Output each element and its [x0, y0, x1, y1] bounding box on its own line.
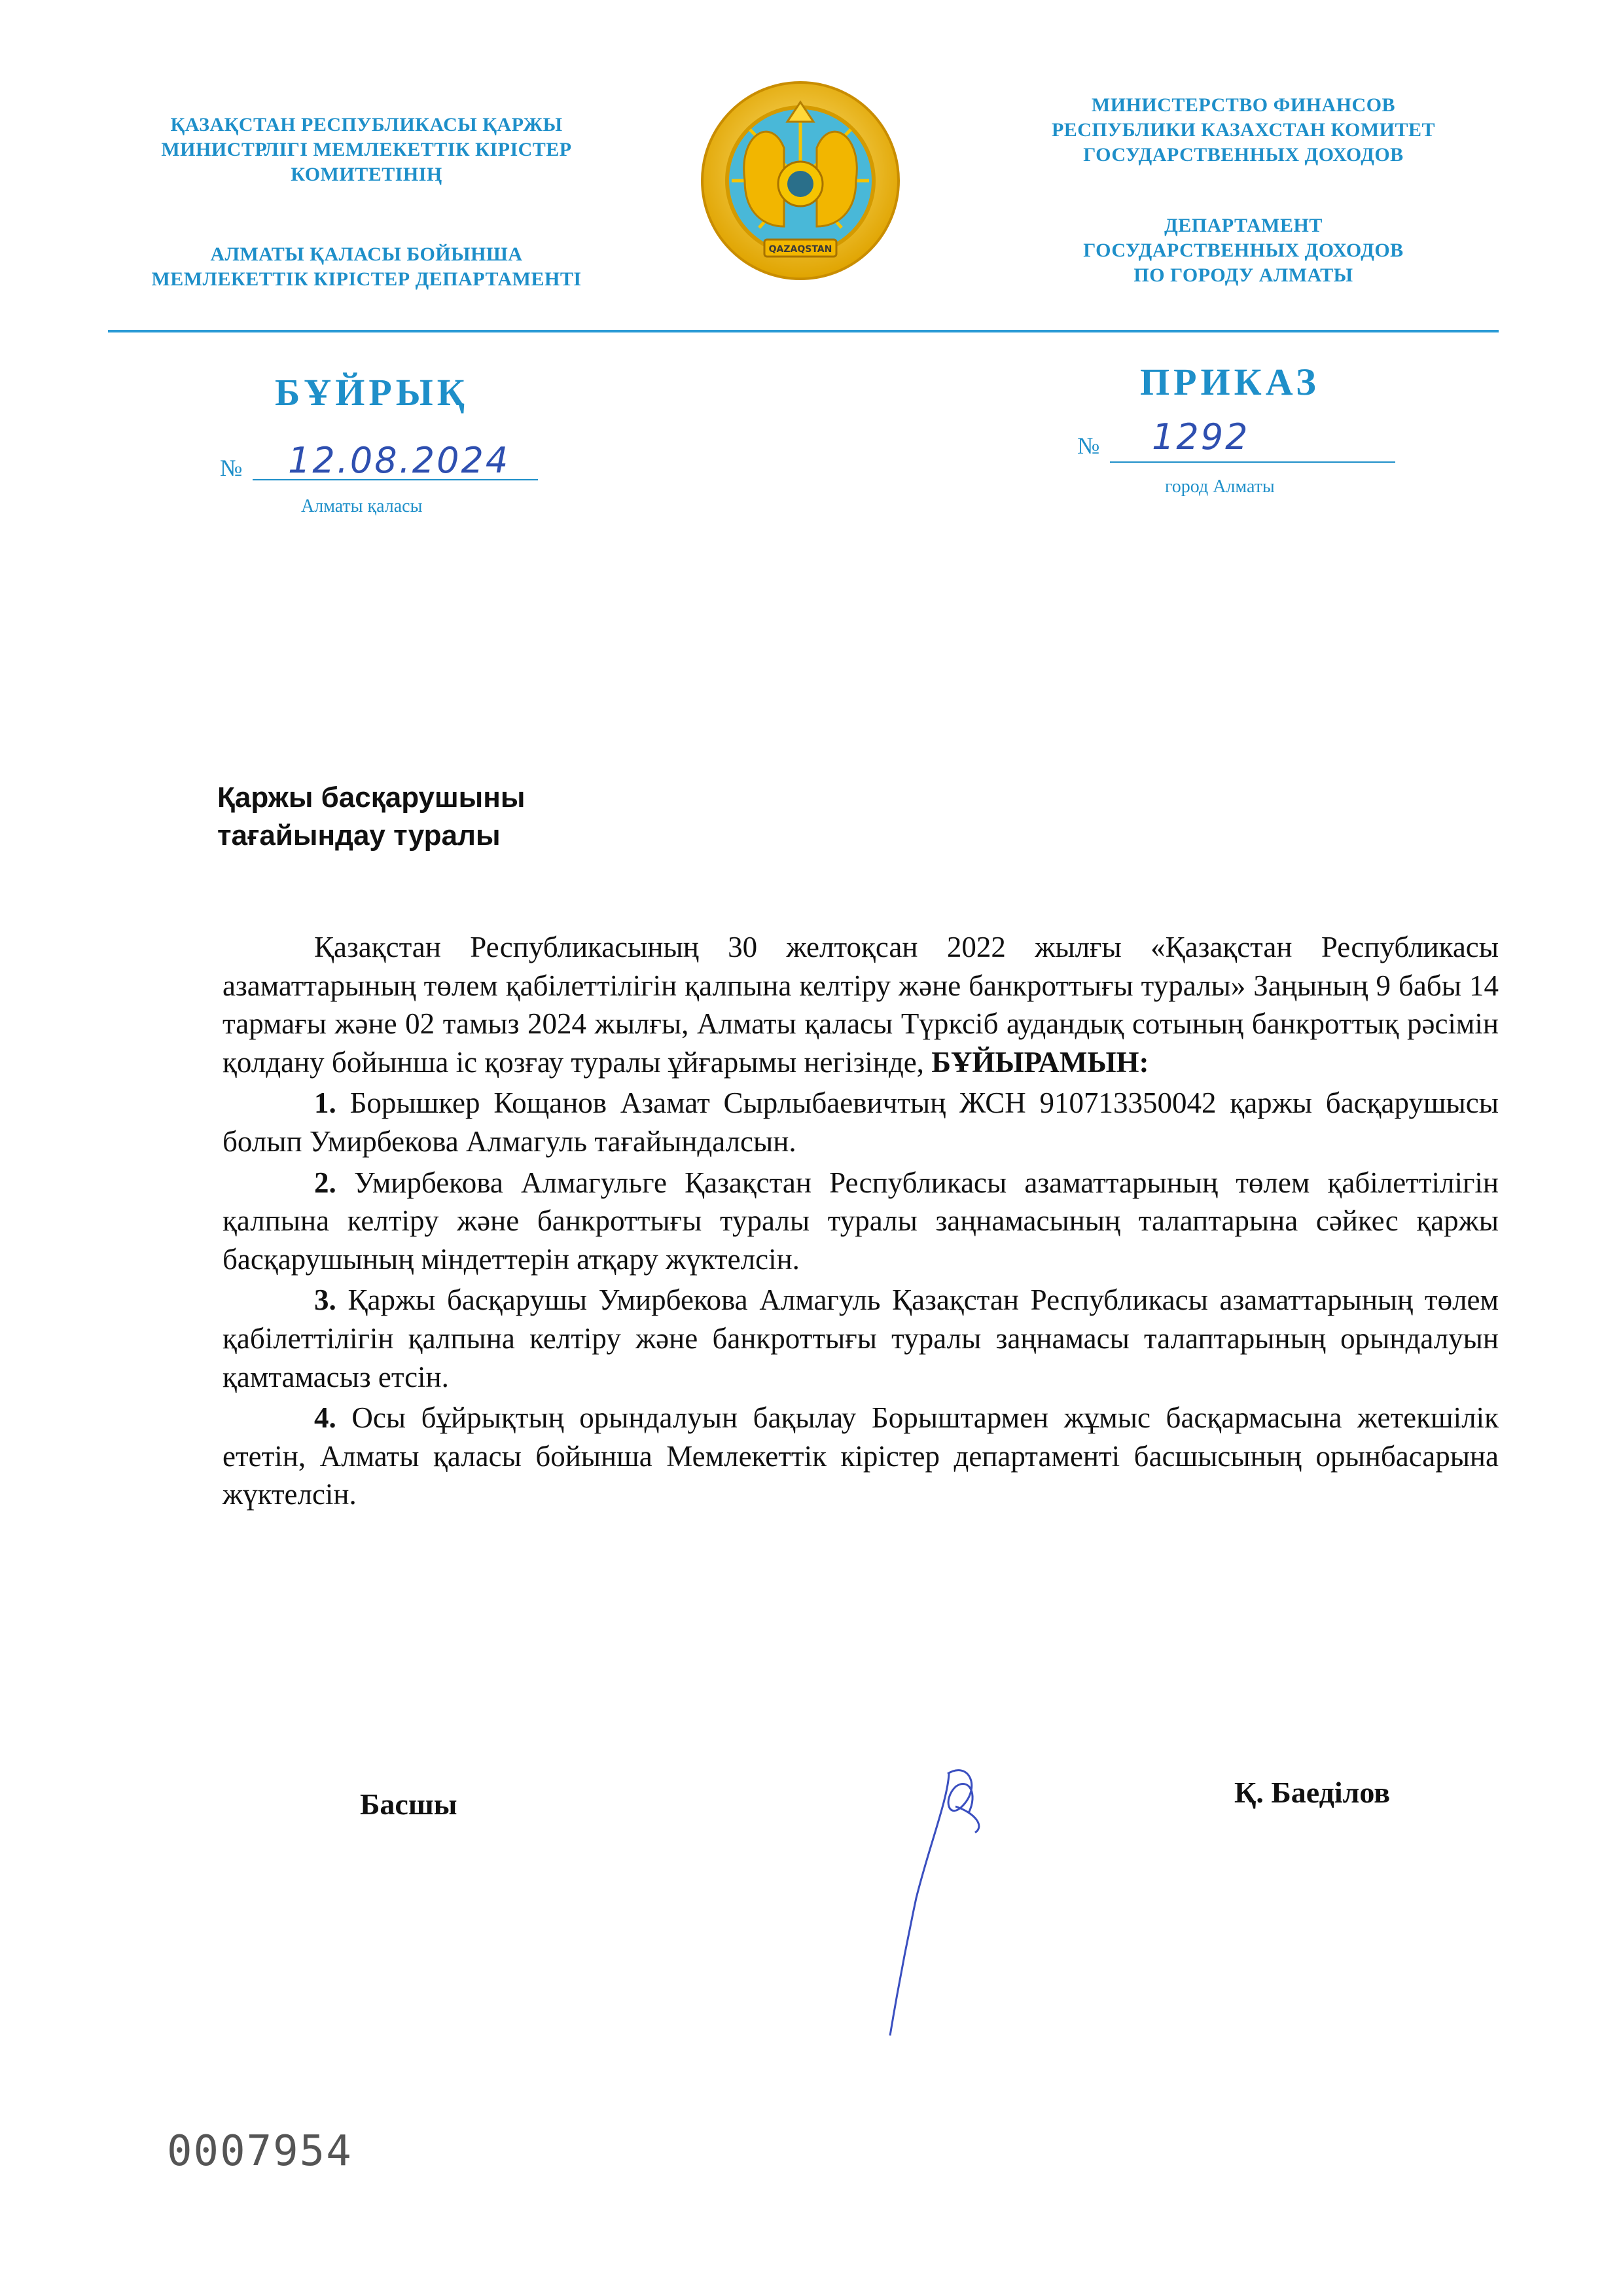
order-item	[223, 1399, 1499, 1514]
header-left-department	[98, 242, 635, 292]
header-left-line: АЛМАТЫ ҚАЛАСЫ БОЙЫНША	[210, 243, 523, 265]
order-item	[223, 1281, 1499, 1396]
order-item	[223, 1084, 1499, 1160]
item-text: Осы бұйрықтың орындалуын бақылау Борыштармен жұмыс басқармасына жетекшілік ететін, Алматы қаласы бойынша Мемлекеттік кірістер департаменті басшысының орынбасарына жүктелсін.	[223, 1401, 1499, 1511]
item-text: Борышкер Кощанов Азамат Сырлыбаевичтың ЖСН 910713350042 қаржы басқарушысы болып Умирбекова Алмагуль тағайындалсын.	[223, 1086, 1499, 1158]
subject-line: Қаржы басқарушыны	[217, 781, 526, 814]
order-title-kz: БҰЙРЫҚ	[275, 371, 469, 414]
item-number: 3.	[314, 1283, 336, 1317]
header-left-committee	[98, 113, 635, 187]
header-left-line: ҚАЗАҚСТАН РЕСПУБЛИКАСЫ ҚАРЖЫ	[170, 114, 563, 135]
handwritten-date: 12.08.2024	[288, 440, 510, 481]
signatory-name: Қ. Баеділов	[1234, 1776, 1391, 1809]
handwritten-number: 1292	[1152, 416, 1250, 457]
preamble-paragraph	[223, 928, 1499, 1081]
item-number: 2.	[314, 1166, 336, 1199]
signatory-title: Басшы	[360, 1787, 457, 1821]
handwritten-signature	[870, 1748, 1027, 2049]
city-ru: город Алматы	[1165, 476, 1275, 497]
state-emblem-icon	[699, 76, 902, 293]
subject-line: тағайындау туралы	[217, 819, 501, 852]
item-number: 1.	[314, 1086, 336, 1120]
header-right-line: ГОСУДАРСТВЕННЫХ ДОХОДОВ	[1083, 240, 1404, 261]
order-number-label-kz: №	[220, 455, 243, 481]
header-divider	[108, 330, 1499, 332]
header-right-department	[988, 213, 1499, 288]
header-left-line: МЕМЛЕКЕТТІК КІРІСТЕР ДЕПАРТАМЕНТІ	[151, 268, 582, 290]
preamble-text: Қазақстан Республикасының 30 желтоқсан 2022 жылғы «Қазақстан Республикасы азаматтарының төлем қабілеттілігін қалпына келтіру және банкроттығы туралы» Заңының 9 бабы 14 тармағы және 02 тамыз 2024 жылғы, Алматы қаласы Түрксіб аудандық сотының банкроттық рәсімін қолдану бойынша іс қозғау туралы ұйғарымы негізінде,	[223, 931, 1499, 1079]
header-right-line: МИНИСТЕРСТВО ФИНАНСОВ	[1091, 94, 1396, 116]
document-subject	[217, 779, 525, 855]
order-number-label-ru: №	[1077, 433, 1100, 459]
order-title-ru: ПРИКАЗ	[1140, 361, 1320, 403]
city-kz: Алматы қаласы	[301, 496, 423, 516]
item-text: Қаржы басқарушы Умирбекова Алмагуль Қазақстан Республикасы азаматтарының төлем қабілеттілігін қалпына келтіру және банкроттығы туралы заңнамасы талаптарының орындалуын қамтамасыз етсін.	[223, 1283, 1499, 1393]
header-right-line: ДЕПАРТАМЕНТ	[1164, 215, 1323, 236]
serial-number: 0007954	[167, 2127, 353, 2176]
header-left-line: МИНИСТРЛІГІ МЕМЛЕКЕТТІК КІРІСТЕР	[161, 139, 572, 160]
emblem-text: QAZAQSTAN	[768, 244, 832, 255]
header-left-line: КОМИТЕТІНІҢ	[291, 164, 442, 185]
header-right-line: ГОСУДАРСТВЕННЫХ ДОХОДОВ	[1083, 144, 1404, 166]
header-right-line: ПО ГОРОДУ АЛМАТЫ	[1133, 264, 1353, 286]
document-body	[223, 928, 1499, 1516]
order-item	[223, 1164, 1499, 1279]
header-right-line: РЕСПУБЛИКИ КАЗАХСТАН КОМИТЕТ	[1051, 119, 1436, 141]
item-text: Умирбекова Алмагульге Қазақстан Республикасы азаматтарының төлем қабілеттілігін қалпына келтіру және банкроттығы туралы туралы заңнамасының талаптарына сәйкес қаржы басқарушының міндеттерін атқару жүктелсін.	[223, 1166, 1499, 1276]
number-underline	[1110, 461, 1395, 463]
command-word: БҰЙЫРАМЫН:	[931, 1045, 1149, 1079]
header-right-ministry	[988, 93, 1499, 168]
item-number: 4.	[314, 1401, 336, 1435]
